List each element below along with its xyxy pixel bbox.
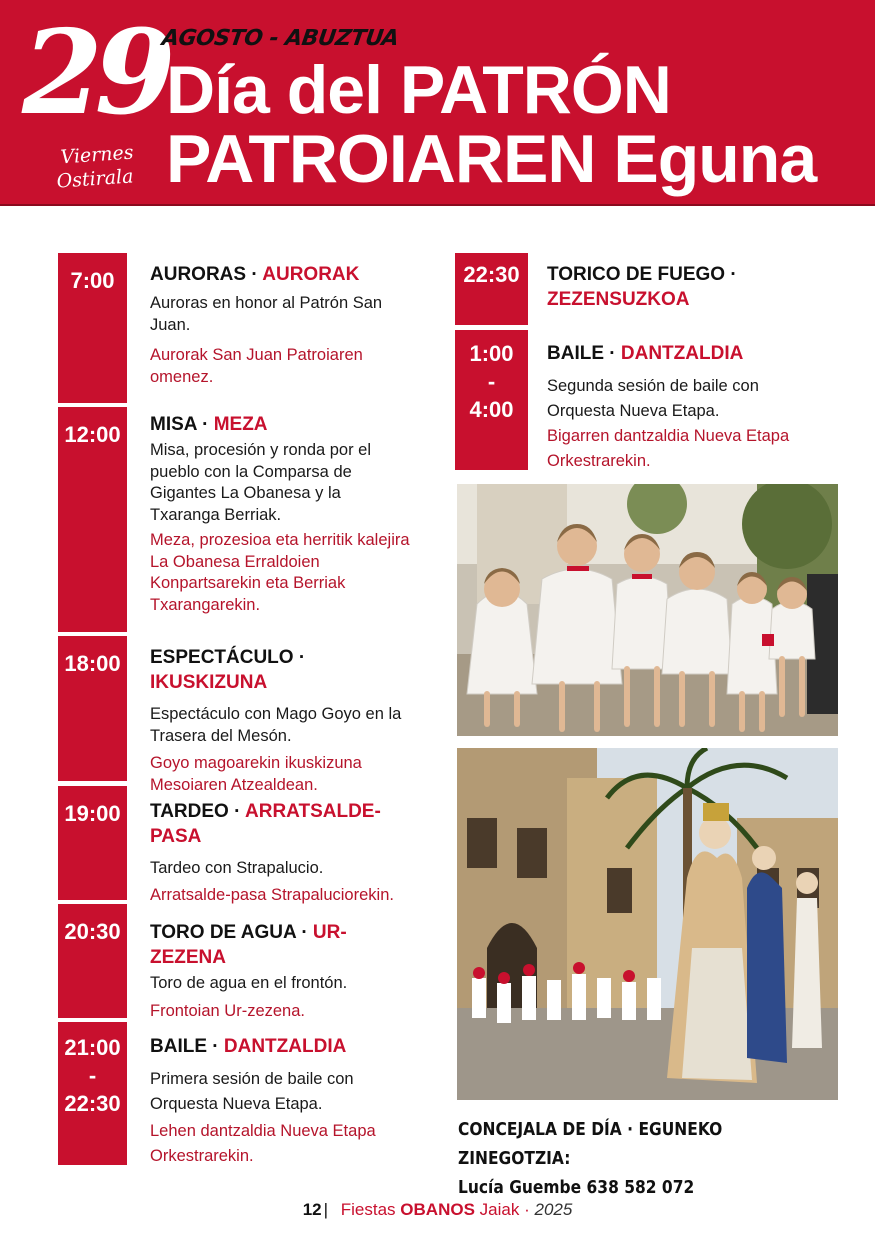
concejala-contact: Lucía Guembe 638 582 072 [458, 1177, 695, 1198]
time-badge: 18:00 [58, 636, 127, 781]
event-desc-es: Toro de agua en el frontón. [150, 974, 348, 992]
event-auroras [150, 262, 420, 388]
page-title-es: Día del PATRÓN [166, 52, 671, 128]
footer-year: 2025 [534, 1200, 573, 1219]
event-title: AURORAS · AURORAK [150, 264, 360, 285]
event-desc-eu: Meza, prozesioa eta herritik kalejira La Obanesa Erraldoien Konpartsarekin eta Berriak Txarangarekin. [150, 531, 410, 614]
event-title: BAILE · DANTZALDIA [150, 1036, 347, 1057]
time-badge: 19:00 [58, 786, 127, 900]
concejala-label: CONCEJALA DE DÍA · EGUNEKO ZINEGOTZIA: [458, 1119, 723, 1169]
event-desc-es: Primera sesión de baile con Orquesta Nueva Etapa. [150, 1070, 354, 1113]
event-desc-eu: Frontoian Ur-zezena. [150, 1001, 305, 1020]
footer-word-jaiak: Jaiak [479, 1200, 520, 1219]
day-number: 29 [22, 5, 168, 141]
event-desc-eu: Aurorak San Juan Patroiaren omenez. [150, 346, 363, 386]
page-footer: 12 | Fiestas OBANOS Jaiak · 2025 [302, 1200, 573, 1219]
event-title: TARDEO · ARRATSALDE-PASA [150, 801, 381, 847]
event-desc-eu: Lehen dantzaldia Nueva Etapa Orkestrarekin. [150, 1122, 376, 1165]
concejala-info [458, 1115, 793, 1202]
time-badge: 20:30 [58, 904, 127, 1018]
time-badge: 22:30 [455, 253, 528, 325]
footer-word-obanos: OBANOS [400, 1200, 475, 1219]
event-title: MISA · MEZA [150, 414, 268, 435]
event-title: BAILE · DANTZALDIA [547, 343, 744, 364]
event-desc-es: Misa, procesión y ronda por el pueblo con la Comparsa de Gigantes La Obanesa y la Txaranga Berriak. [150, 441, 372, 524]
event-desc-es: Tardeo con Strapalucio. [150, 859, 324, 877]
event-baile-2 [547, 341, 817, 474]
page-title-eu: PATROIAREN Eguna [166, 121, 817, 197]
time-badge: 12:00 [58, 407, 127, 632]
footer-word-fiestas: Fiestas [340, 1200, 396, 1219]
event-tardeo [150, 799, 430, 906]
time-badge: 1:00 - 4:00 [455, 330, 528, 470]
event-torico-fuego [547, 262, 757, 312]
weekday-eu: Ostirala [55, 165, 135, 193]
event-espectaculo [150, 645, 420, 796]
time-badge: 21:00 - 22:30 [58, 1022, 127, 1165]
event-title: ESPECTÁCULO · IKUSKIZUNA [150, 647, 306, 693]
header-banner [0, 0, 875, 206]
footer-dot: · [524, 1200, 530, 1219]
photo-giants [457, 748, 838, 1100]
event-title: TORICO DE FUEGO · ZEZENSUZKOA [547, 264, 737, 310]
event-misa [150, 412, 420, 616]
photo-children [457, 484, 838, 736]
event-title: TORO DE AGUA · UR-ZEZENA [150, 922, 347, 968]
event-desc-eu: Bigarren dantzaldia Nueva Etapa Orkestrarekin. [547, 427, 790, 470]
event-desc-eu: Arratsalde-pasa Strapaluciorekin. [150, 885, 394, 904]
event-baile-1 [150, 1034, 420, 1169]
event-desc-eu: Goyo magoarekin ikuskizuna Mesoiaren Atzealdean. [150, 754, 362, 794]
event-desc-es: Segunda sesión de baile con Orquesta Nueva Etapa. [547, 377, 759, 420]
time-badge: 7:00 [58, 253, 127, 403]
page-number: 12 [302, 1200, 322, 1219]
month-label: AGOSTO - ABUZTUA [160, 26, 401, 51]
event-toro-agua [150, 920, 420, 1022]
event-desc-es: Espectáculo con Mago Goyo en la Trasera del Mesón. [150, 705, 402, 745]
weekday-es: Viernes [59, 141, 135, 169]
event-desc-es: Auroras en honor al Patrón San Juan. [150, 294, 383, 334]
